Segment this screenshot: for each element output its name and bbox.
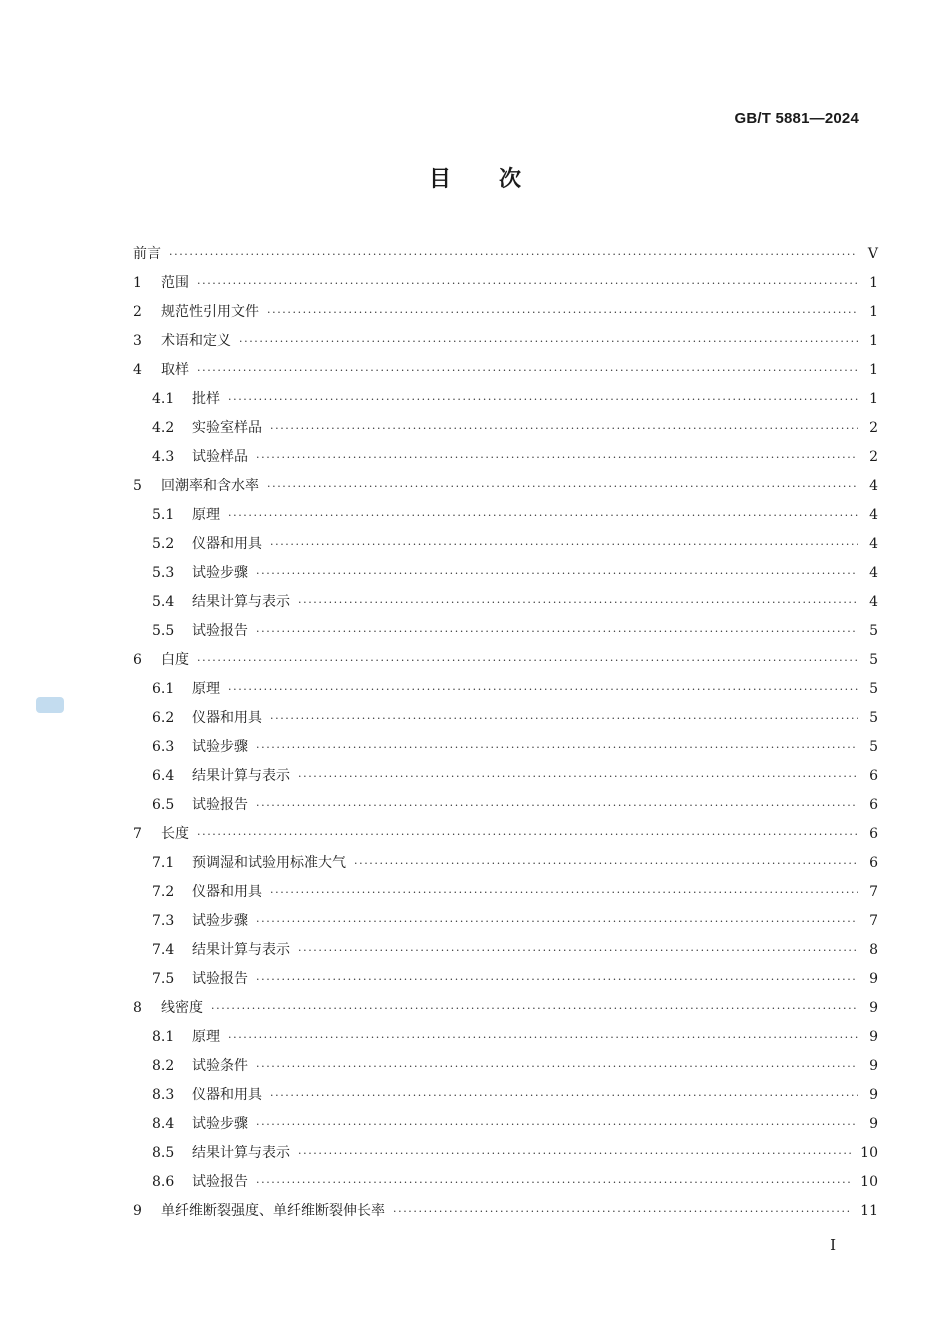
toc-entry-page: 5: [869, 652, 878, 668]
toc-entry-number: 4: [133, 362, 142, 378]
toc-entry-page: 1: [869, 304, 878, 320]
toc-entry-label: 长度: [161, 826, 189, 842]
toc-entry-label: 批样: [192, 391, 220, 407]
toc-entry-number: 1: [133, 275, 142, 291]
toc-entry-page: 4: [869, 478, 878, 494]
toc-entry-page: 9: [869, 971, 878, 987]
toc-dot-leader: [256, 907, 858, 936]
toc-dot-leader: [256, 617, 858, 646]
toc-dot-leader: [228, 385, 858, 414]
toc-entry-number: 8.5: [152, 1145, 175, 1161]
toc-dot-leader: [239, 327, 858, 356]
toc-dot-leader: [270, 704, 858, 733]
toc-entry[interactable]: [133, 907, 878, 936]
toc-entry[interactable]: [133, 1052, 878, 1081]
toc-entry[interactable]: [133, 501, 878, 530]
toc-entry-number: 7.2: [152, 884, 175, 900]
toc-entry-page: 2: [869, 449, 878, 465]
toc-entry-label: 试验报告: [192, 623, 248, 639]
toc-dot-leader: [267, 472, 858, 501]
toc-entry[interactable]: [133, 791, 878, 820]
toc-entry-number: 8.6: [152, 1174, 175, 1190]
title-char-1: 目: [428, 167, 451, 192]
toc-entry-page: 5: [869, 623, 878, 639]
toc-entry[interactable]: [133, 530, 878, 559]
toc-dot-leader: [228, 1023, 858, 1052]
toc-entry-number: 8.4: [152, 1116, 175, 1132]
toc-entry-number: 6.5: [152, 797, 175, 813]
toc-entry[interactable]: [133, 733, 878, 762]
toc-entry-label: 原理: [192, 1029, 220, 1045]
toc-entry[interactable]: [133, 414, 878, 443]
toc-entry[interactable]: [133, 1197, 878, 1226]
toc-entry-label: 试验步骤: [192, 913, 248, 929]
toc-entry[interactable]: [133, 617, 878, 646]
toc-entry-page: 9: [869, 1058, 878, 1074]
sac-watermark-logo: [36, 697, 64, 713]
toc-dot-leader: [256, 733, 858, 762]
toc-entry-page: 5: [869, 710, 878, 726]
toc-entry[interactable]: [133, 298, 878, 327]
toc-entry-label: 试验条件: [192, 1058, 248, 1074]
toc-dot-leader: [270, 414, 858, 443]
toc-entry[interactable]: [133, 443, 878, 472]
toc-entry[interactable]: [133, 559, 878, 588]
toc-entry-page: 4: [869, 594, 878, 610]
toc-dot-leader: [256, 1052, 858, 1081]
toc-entry[interactable]: [133, 820, 878, 849]
toc-dot-leader: [228, 675, 858, 704]
toc-entry-page: 8: [869, 942, 878, 958]
toc-entry-number: 8.3: [152, 1087, 175, 1103]
toc-entry[interactable]: [133, 1168, 878, 1197]
toc-entry[interactable]: [133, 675, 878, 704]
toc-dot-leader: [256, 965, 858, 994]
toc-entry-number: 2: [133, 304, 142, 320]
toc-dot-leader: [169, 240, 858, 269]
toc-entry[interactable]: [133, 472, 878, 501]
toc-entry[interactable]: [133, 588, 878, 617]
toc-entry[interactable]: [133, 269, 878, 298]
toc-entry-number: 5.3: [152, 565, 175, 581]
toc-dot-leader: [270, 1081, 858, 1110]
toc-entry-page: 5: [869, 739, 878, 755]
toc-dot-leader: [256, 443, 858, 472]
toc-entry-page: 4: [869, 565, 878, 581]
toc-dot-leader: [298, 1139, 852, 1168]
toc-entry-label: 结果计算与表示: [192, 768, 290, 784]
toc-entry-number: 4.2: [152, 420, 175, 436]
toc-entry-page: 11: [860, 1203, 878, 1219]
toc-entry-label: 术语和定义: [161, 333, 231, 349]
toc-dot-leader: [354, 849, 858, 878]
toc-entry-label: 回潮率和含水率: [161, 478, 259, 494]
toc-dot-leader: [256, 791, 858, 820]
toc-dot-leader: [228, 501, 858, 530]
toc-entry[interactable]: [133, 1081, 878, 1110]
toc-dot-leader: [270, 530, 858, 559]
toc-entry-label: 仪器和用具: [192, 1087, 262, 1103]
toc-entry-label: 试验步骤: [192, 739, 248, 755]
toc-entry-number: 8.2: [152, 1058, 175, 1074]
toc-entry-number: 3: [133, 333, 142, 349]
toc-entry-number: 5: [133, 478, 142, 494]
toc-entry-number: 5.2: [152, 536, 175, 552]
toc-entry-page: 6: [869, 797, 878, 813]
toc-entry[interactable]: [133, 878, 878, 907]
toc-entry-number: 7.1: [152, 855, 175, 871]
toc-entry-label: 前言: [133, 246, 161, 262]
toc-entry-label: 仪器和用具: [192, 710, 262, 726]
toc-entry-label: 单纤维断裂强度、单纤维断裂伸长率: [161, 1203, 385, 1219]
toc-entry-page: 9: [869, 1029, 878, 1045]
toc-entry-page: 7: [869, 913, 878, 929]
toc-entry-label: 取样: [161, 362, 189, 378]
toc-entry[interactable]: [133, 356, 878, 385]
toc-entry-page: 4: [869, 507, 878, 523]
toc-entry[interactable]: [133, 1139, 878, 1168]
toc-entry-number: 6.2: [152, 710, 175, 726]
standard-code: GB/T 5881—2024: [734, 110, 859, 127]
toc-entry-page: 9: [869, 1000, 878, 1016]
toc-dot-leader: [197, 820, 858, 849]
toc-entry-label: 规范性引用文件: [161, 304, 259, 320]
toc-entry-label: 试验步骤: [192, 565, 248, 581]
toc-entry-label: 原理: [192, 681, 220, 697]
toc-entry-page: 1: [869, 362, 878, 378]
toc-entry-label: 试验报告: [192, 1174, 248, 1190]
toc-entry-page: 1: [869, 275, 878, 291]
toc-entry-number: 6.1: [152, 681, 175, 697]
page-number: Ⅰ: [830, 1236, 836, 1254]
toc-entry-number: 7.4: [152, 942, 175, 958]
toc-entry[interactable]: [133, 762, 878, 791]
toc-entry-label: 结果计算与表示: [192, 942, 290, 958]
toc-dot-leader: [270, 878, 858, 907]
toc-entry-label: 仪器和用具: [192, 884, 262, 900]
toc-entry-label: 范围: [161, 275, 189, 291]
toc-entry[interactable]: [133, 1023, 878, 1052]
page-title: [0, 162, 950, 193]
toc-entry-label: 试验步骤: [192, 1116, 248, 1132]
toc-entry-page: 6: [869, 826, 878, 842]
toc-entry-page: 9: [869, 1116, 878, 1132]
toc-dot-leader: [267, 298, 858, 327]
toc-entry-page: 9: [869, 1087, 878, 1103]
toc-entry-label: 线密度: [161, 1000, 203, 1016]
toc-dot-leader: [298, 588, 858, 617]
toc-entry-page: 5: [869, 681, 878, 697]
toc-entry-label: 试验样品: [192, 449, 248, 465]
toc-entry[interactable]: [133, 646, 878, 675]
toc-entry-page: 6: [869, 768, 878, 784]
toc-entry[interactable]: [133, 327, 878, 356]
toc-entry-page: 10: [860, 1174, 878, 1190]
toc-dot-leader: [256, 559, 858, 588]
toc-entry-label: 仪器和用具: [192, 536, 262, 552]
toc-entry-page: 10: [860, 1145, 878, 1161]
toc-entry-number: 8.1: [152, 1029, 175, 1045]
toc-dot-leader: [197, 356, 858, 385]
toc-entry-number: 7.3: [152, 913, 175, 929]
toc-entry-number: 7: [133, 826, 142, 842]
toc-dot-leader: [197, 646, 858, 675]
toc-entry-number: 7.5: [152, 971, 175, 987]
toc-entry-page: 1: [869, 391, 878, 407]
toc-entry-page: 6: [869, 855, 878, 871]
toc-dot-leader: [197, 269, 858, 298]
toc-entry-page: Ⅴ: [867, 246, 878, 262]
toc-entry-number: 6: [133, 652, 142, 668]
toc-entry-page: 1: [869, 333, 878, 349]
toc-entry[interactable]: [133, 994, 878, 1023]
toc-entry-label: 原理: [192, 507, 220, 523]
toc-entry-number: 9: [133, 1203, 142, 1219]
toc-entry-number: 4.3: [152, 449, 175, 465]
toc-entry-page: 2: [869, 420, 878, 436]
toc-dot-leader: [256, 1168, 852, 1197]
toc-dot-leader: [211, 994, 858, 1023]
title-char-2: 次: [499, 167, 522, 192]
toc-entry[interactable]: [133, 385, 878, 414]
toc-entry[interactable]: [133, 240, 878, 269]
toc-entry-number: 5.4: [152, 594, 175, 610]
toc-dot-leader: [298, 762, 858, 791]
toc-dot-leader: [256, 1110, 858, 1139]
toc-entry-label: 预调湿和试验用标准大气: [192, 855, 346, 871]
toc-entry[interactable]: [133, 704, 878, 733]
toc-entry-number: 6.3: [152, 739, 175, 755]
toc-entry-number: 5.1: [152, 507, 175, 523]
toc-entry-page: 4: [869, 536, 878, 552]
toc-entry-number: 8: [133, 1000, 142, 1016]
toc-entry-label: 白度: [161, 652, 189, 668]
toc-entry-label: 试验报告: [192, 797, 248, 813]
toc-entry[interactable]: [133, 965, 878, 994]
toc-dot-leader: [393, 1197, 852, 1226]
toc-entry-number: 6.4: [152, 768, 175, 784]
toc-entry[interactable]: [133, 849, 878, 878]
toc-entry-number: 5.5: [152, 623, 175, 639]
toc-entry-label: 实验室样品: [192, 420, 262, 436]
toc-dot-leader: [298, 936, 858, 965]
toc-entry[interactable]: [133, 1110, 878, 1139]
toc-entry-label: 试验报告: [192, 971, 248, 987]
toc-entry-number: 4.1: [152, 391, 175, 407]
toc-entry-label: 结果计算与表示: [192, 594, 290, 610]
table-of-contents: [133, 240, 878, 1226]
toc-entry[interactable]: [133, 936, 878, 965]
toc-entry-label: 结果计算与表示: [192, 1145, 290, 1161]
toc-entry-page: 7: [869, 884, 878, 900]
